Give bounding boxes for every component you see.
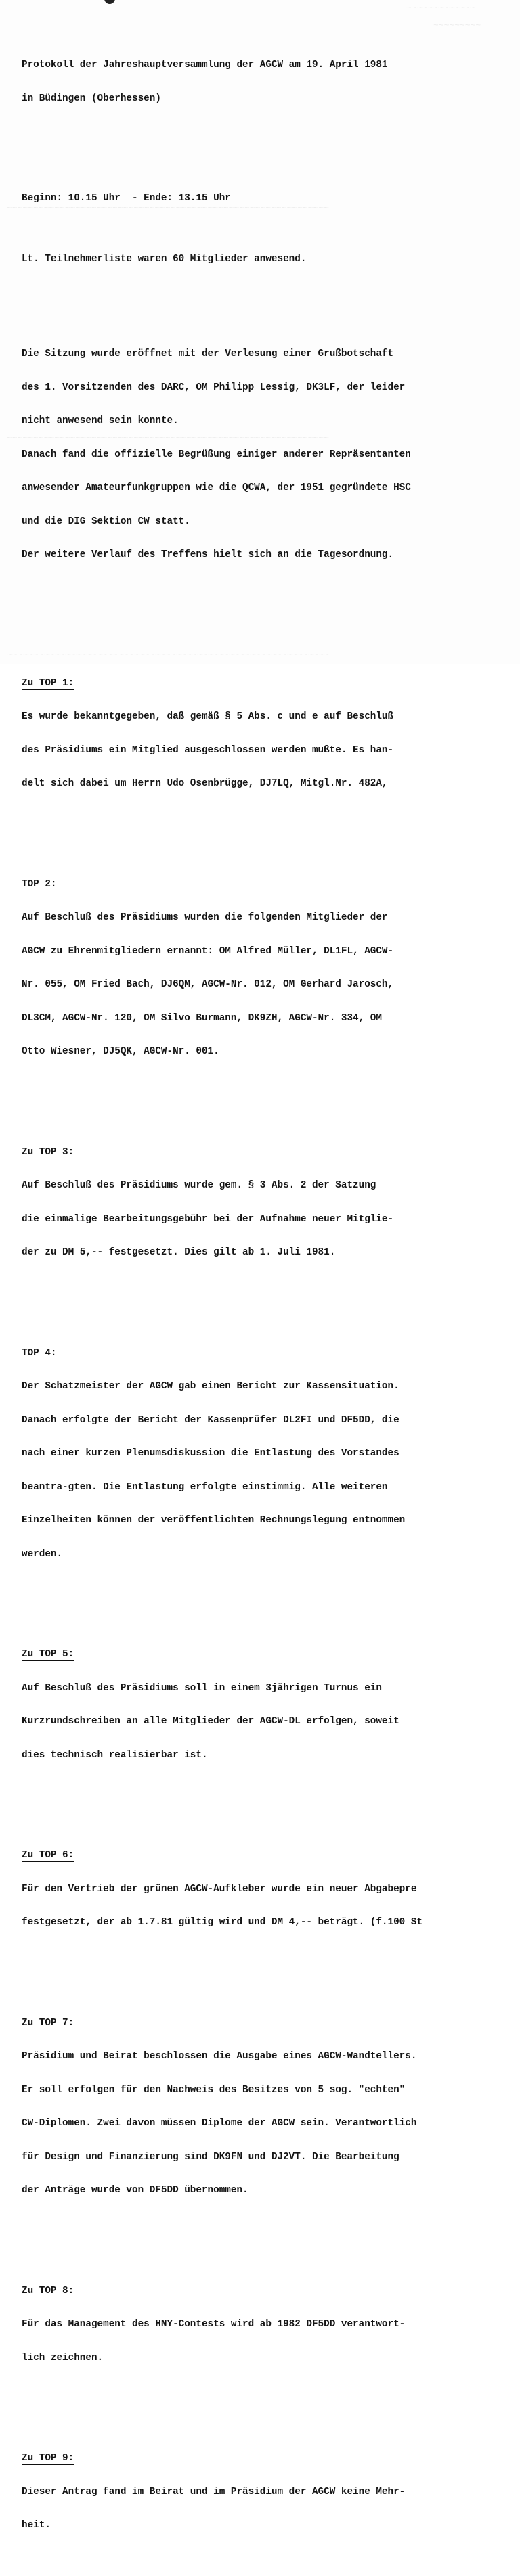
- intro-line: Danach fand die offizielle Begrüßung einiger anderer Repräsentanten: [22, 449, 411, 460]
- section-top-5: [22, 1627, 516, 1783]
- section-heading: Zu TOP 8:: [22, 2285, 74, 2297]
- section-line: Auf Beschluß des Präsidiums soll in einem 3jährigen Turnus ein: [22, 1682, 382, 1694]
- section-line: delt sich dabei um Herrn Udo Osenbrügge, DJ7LQ, Mitgl.Nr. 482A,: [22, 778, 388, 789]
- section-line: Auf Beschluß des Präsidiums wurden die folgenden Mitglieder der: [22, 912, 388, 923]
- section-line: Nr. 055, OM Fried Bach, DJ6QM, AGCW-Nr. 012, OM Gerhard Jarosch,: [22, 979, 394, 990]
- section-line: für Design und Finanzierung sind DK9FN und DJ2VT. Die Bearbeitung: [22, 2151, 399, 2163]
- section-heading: Zu TOP 3:: [22, 1146, 74, 1158]
- section-line: AGCW zu Ehrenmitgliedern ernannt: OM Alfred Müller, DL1FL, AGCW-: [22, 945, 394, 957]
- title-line-1: Protokoll der Jahreshauptversammlung der AGCW am 19. April 1981: [22, 60, 388, 70]
- section-heading: Zu TOP 6:: [22, 1850, 74, 1861]
- section-line: der zu DM 5,-- festgesetzt. Dies gilt ab 1. Juli 1981.: [22, 1247, 336, 1258]
- section-heading: Zu TOP 1:: [22, 677, 74, 689]
- section-line: Kurzrundschreiben an alle Mitglieder der AGCW-DL erfolgen, soweit: [22, 1716, 399, 1727]
- section-line: Otto Wiesner, DJ5QK, AGCW-Nr. 001.: [22, 1046, 219, 1057]
- section-line: des Präsidiums ein Mitglied ausgeschlossen werden mußte. Es han-: [22, 744, 394, 756]
- intro-line: nicht anwesend sein konnte.: [22, 415, 179, 426]
- section-line: Er soll erfolgen für den Nachweis des Besitzes von 5 sog. "echten": [22, 2084, 406, 2096]
- section-line: Dieser Antrag fand im Beirat und im Präsidium der AGCW keine Mehr-: [22, 2486, 406, 2498]
- section-line: Auf Beschluß des Präsidiums wurde gem. § 3 Abs. 2 der Satzung: [22, 1180, 376, 1191]
- attendance-line: Lt. Teilnehmerliste waren 60 Mitglieder anwesend.: [22, 254, 307, 265]
- section-line: lich zeichnen.: [22, 2352, 104, 2364]
- intro-line: und die DIG Sektion CW statt.: [22, 516, 190, 527]
- intro-line: Der weitere Verlauf des Treffens hielt sich an die Tagesordnung.: [22, 549, 394, 560]
- intro-line: Die Sitzung wurde eröffnet mit der Verlesung einer Grußbotschaft: [22, 348, 394, 359]
- section-top-7: [22, 1995, 516, 2219]
- section-line: Danach erfolgte der Bericht der Kassenprüfer DL2FI und DF5DD, die: [22, 1414, 399, 1426]
- section-top-3: [22, 1125, 516, 1281]
- document-title: [22, 37, 516, 127]
- section-heading: TOP 2:: [22, 878, 57, 890]
- section-line: festgesetzt, der ab 1.7.81 gültig wird und DM 4,-- beträgt. (f.100 St: [22, 1917, 422, 1928]
- section-line: die einmalige Bearbeitungsgebühr bei der Aufnahme neuer Mitglie-: [22, 1213, 394, 1225]
- section-heading: TOP 4:: [22, 1347, 57, 1359]
- section-line: Der Schatzmeister der AGCW gab einen Bericht zur Kassensituation.: [22, 1381, 399, 1392]
- section-line: Für das Management des HNY-Contests wird ab 1982 DF5DD verantwort-: [22, 2319, 406, 2330]
- section-line: werden.: [22, 1548, 63, 1560]
- intro-line: anwesender Amateurfunkgruppen wie die QCWA, der 1951 gegründete HSC: [22, 482, 411, 493]
- section-line: Präsidium und Beirat beschlossen die Ausgabe eines AGCW-Wandtellers.: [22, 2051, 417, 2062]
- section-top-9: [22, 2431, 516, 2554]
- section-line: Einzelheiten können der veröffentlichten Rechnungslegung entnommen: [22, 1515, 406, 1526]
- section-heading: Zu TOP 7:: [22, 2017, 74, 2029]
- title-line-2: in Büdingen (Oberhessen): [22, 93, 161, 104]
- section-line: beantra-gten. Die Entlastung erfolgte einstimmig. Alle weiteren: [22, 1481, 388, 1493]
- section-top-1: [22, 656, 516, 812]
- section-line: CW-Diplomen. Zwei davon müssen Diplome der AGCW sein. Verantwortlich: [22, 2118, 417, 2129]
- section-top-4: [22, 1326, 516, 1583]
- section-top-2: [22, 857, 516, 1080]
- section-line: Es wurde bekanntgegeben, daß gemäß § 5 Abs. c und e auf Beschluß: [22, 711, 394, 722]
- section-line: der Anträge wurde von DF5DD übernommen.: [22, 2185, 248, 2196]
- section-top-6: [22, 1828, 516, 1951]
- section-line: DL3CM, AGCW-Nr. 120, OM Silvo Burmann, DK9ZH, AGCW-Nr. 334, OM: [22, 1012, 382, 1024]
- show-through-background: ~~~~~~~~~~~~~ ~~~~~~~~~ ~~~~~~~~~~~~~~~~~~~~~~~~~~~~~~~~~~~~~~~~~~~~~~~~~~~~~~~~~~~~~ ~~~~~~~~~~~~~~~~~~~~~~~~~~~~~~~~~~~~~~~~~~~~~~~~~~~~~~~~~~~~~ ~~~~~~~~~~~~~~~~~~~~~~~~~~~~~~~~~~~~~~~~~~~~~~~~~~~~~~~~~~~~~: [7, 3, 481, 660]
- section-line: Für den Vertrieb der grünen AGCW-Aufkleber wurde ein neuer Abgabepre: [22, 1883, 417, 1895]
- section-top-8: [22, 2263, 516, 2387]
- section-heading: Zu TOP 9:: [22, 2453, 74, 2464]
- punch-hole-mark: [104, 0, 115, 4]
- intro-line: des 1. Vorsitzenden des DARC, OM Philipp Lessig, DK3LF, der leider: [22, 382, 406, 393]
- minutes-document: [22, 14, 516, 2576]
- time-line: Beginn: 10.15 Uhr - Ende: 13.15 Uhr: [22, 192, 231, 204]
- section-line: heit.: [22, 2520, 51, 2531]
- section-heading: Zu TOP 5:: [22, 1649, 74, 1660]
- section-line: dies technisch realisierbar ist.: [22, 1749, 208, 1761]
- intro-paragraph: [22, 326, 516, 583]
- section-line: nach einer kurzen Plenumsdiskussion die Entlastung des Vorstandes: [22, 1448, 399, 1459]
